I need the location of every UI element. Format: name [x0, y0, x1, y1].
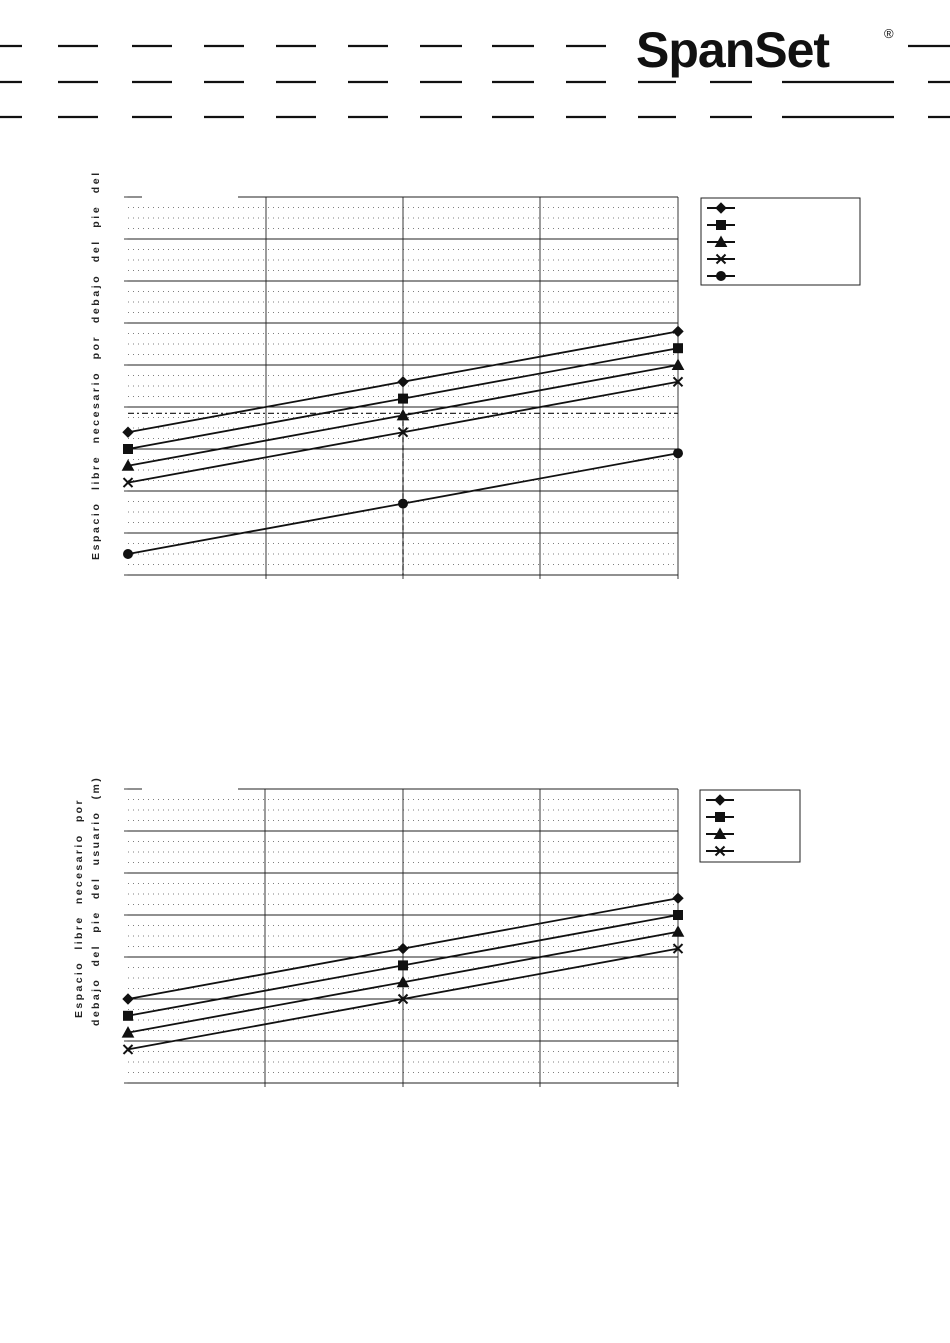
series-1-point	[123, 427, 133, 437]
series-1-point	[398, 944, 408, 954]
series-1-point	[673, 326, 683, 336]
registered-mark: ®	[884, 26, 894, 41]
series-3-point	[673, 926, 684, 936]
series-2-point	[674, 344, 683, 353]
series-2-point	[399, 394, 408, 403]
legend-marker	[717, 221, 726, 230]
series-2-point	[124, 1011, 133, 1020]
chart-2-y-axis-label-line-1: Espacio libre necesario por	[73, 798, 85, 1018]
chart-1	[90, 170, 860, 579]
chart-1-legend	[701, 198, 860, 285]
series-2-point	[399, 961, 408, 970]
series-1-point	[673, 893, 683, 903]
series-5-point	[399, 499, 408, 508]
series-5-point	[124, 550, 133, 559]
legend-marker	[717, 272, 726, 281]
series-5-point	[674, 449, 683, 458]
spanset-logo	[636, 22, 894, 78]
chart-1-reference-lines	[128, 413, 678, 575]
series-2-point	[674, 911, 683, 920]
series-1-point	[123, 994, 133, 1004]
series-3-point	[673, 360, 684, 370]
chart-2-grid	[124, 785, 678, 1087]
chart-1-grid	[124, 193, 678, 579]
legend-marker	[716, 813, 725, 822]
chart-2-legend	[700, 790, 800, 862]
series-2-point	[124, 445, 133, 454]
chart-2-y-axis-label-line-2: debajo del pie del usuario (m)	[90, 775, 102, 1026]
series-1-point	[398, 377, 408, 387]
chart-2	[73, 776, 800, 1087]
title-blank-area	[142, 785, 238, 793]
chart-1-y-axis-label: Espacio libre necesario por debajo del pie del	[90, 170, 102, 560]
logo-text: SpanSet	[636, 22, 830, 78]
title-blank-area	[142, 193, 238, 201]
